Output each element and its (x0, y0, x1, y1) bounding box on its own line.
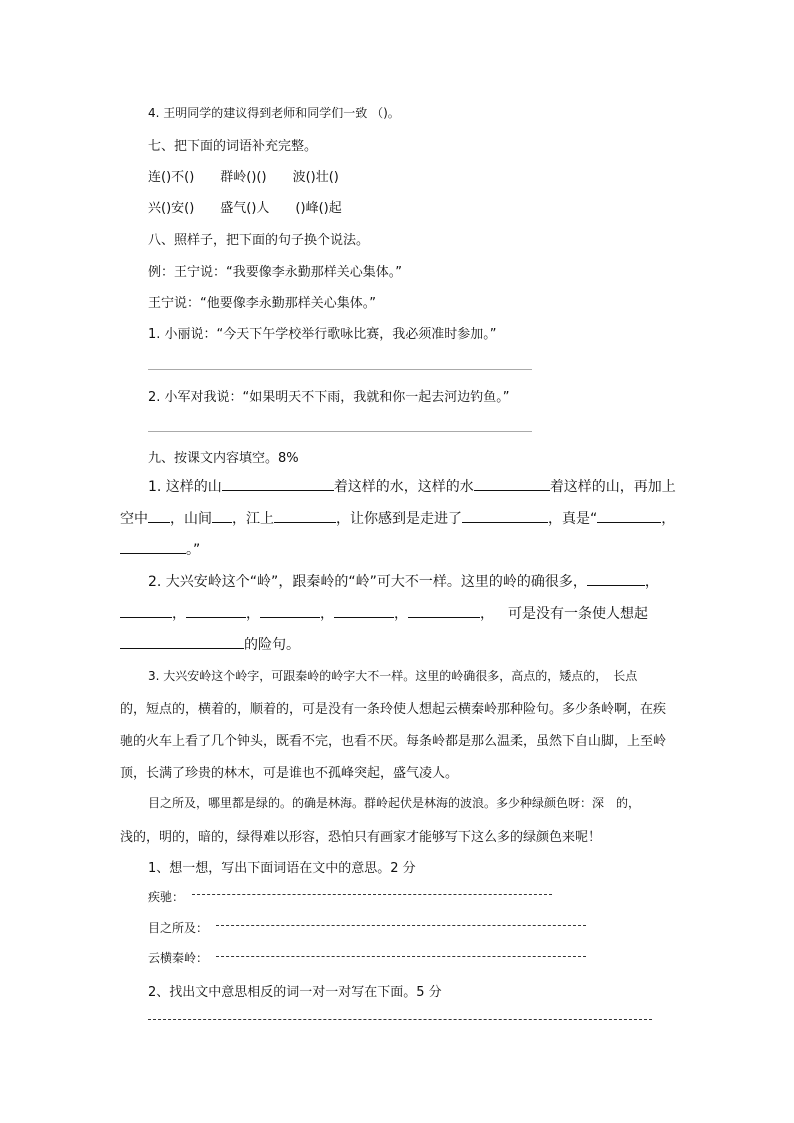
fill-blank[interactable] (334, 603, 394, 618)
section-9-title: 九、按课文内容填空。8% (148, 451, 299, 466)
word-1-answer-line[interactable] (192, 894, 552, 895)
passage-2-line-1: 目之所及，哪里都是绿的。的确是林海。群岭起伏是林海的波浪。多少种绿颜色呀：深 的， (148, 796, 641, 810)
comma: ， (644, 574, 659, 590)
section-8-item-1: 1. 小丽说：“今天下午学校举行歌咏比赛，我必须准时参加。” (148, 327, 497, 342)
fill-blank[interactable] (587, 571, 645, 586)
fill-2-line-2 (120, 603, 648, 623)
passage-line-2: 的，短点的，横着的，顺着的，可是没有一条玲使人想起云横秦岭那种险句。多少条岭啊，在疾 (120, 702, 667, 717)
fill-1-text-f: ，江上 (232, 511, 274, 527)
answer-line-1[interactable] (148, 369, 532, 370)
fill-blank[interactable] (462, 508, 548, 523)
fill-blank[interactable] (274, 508, 336, 523)
fill-1-text-g: ，让你感到是走进了 (336, 511, 462, 527)
section-8-example: 例：王宁说：“我要像李永勤那样关心集体。” (148, 265, 402, 280)
comma: ， (480, 606, 494, 622)
word-3-label: 云横秦岭： (148, 951, 209, 965)
passage-2-line-2: 浅的，明的，暗的，绿得难以形容，恐怕只有画家才能够写下这么多的绿颜色来呢！ (120, 830, 602, 845)
fill-blank[interactable] (260, 603, 320, 618)
fill-1-text-a: 1. 这样的山 (148, 479, 222, 495)
fill-1-text-c: 着这样的山，再加上 (549, 479, 676, 495)
section-7-row-1: 连()不() 群岭()() 波()壮() (148, 170, 339, 185)
fill-2-end: 的险句。 (244, 637, 300, 653)
question-4: 4. 王明同学的建议得到老师和同学们一致 （)。 (148, 106, 400, 120)
fill-1-line-1 (148, 476, 676, 496)
fill-blank[interactable] (408, 603, 480, 618)
comma: ， (394, 606, 408, 622)
word-3-answer-line[interactable] (216, 956, 586, 957)
fill-1-text-e: ，山间 (170, 511, 212, 527)
passage-line-1: 3. 大兴安岭这个岭字，可跟秦岭的岭字大不一样。这里的岭确很多，高点的，矮点的， 长点 (148, 669, 638, 683)
fill-blank[interactable] (120, 634, 244, 649)
comma: ， (320, 606, 334, 622)
word-2-label: 目之所及： (148, 921, 209, 935)
fill-2-line-3 (120, 634, 300, 654)
fill-blank[interactable] (474, 476, 550, 491)
fill-blank[interactable] (222, 476, 334, 491)
section-8-item-2: 2. 小军对我说：“如果明天不下雨，我就和你一起去河边钓鱼。” (148, 390, 510, 405)
word-1-label: 疾驰： (148, 890, 185, 904)
word-1-row (148, 888, 184, 905)
fill-1-line-3 (120, 539, 200, 559)
section-8-title: 八、照样子，把下面的句子换个说法。 (148, 233, 370, 248)
section-8-example-answer: 王宁说：“他要像李永勤那样关心集体。” (148, 296, 376, 311)
word-2-answer-line[interactable] (216, 925, 586, 926)
fill-blank[interactable] (597, 508, 661, 523)
section-7-title: 七、把下面的词语补充完整。 (148, 139, 318, 154)
fill-1-text-j: 。” (186, 542, 201, 558)
fill-1-line-2 (120, 508, 675, 528)
fill-2-line-1 (148, 571, 659, 591)
fill-1-text-i: ， (661, 511, 676, 527)
fill-2-tail: 可是没有一条使人想起 (508, 606, 648, 622)
fill-blank[interactable] (120, 603, 172, 618)
question-2-answer-line[interactable] (148, 1019, 652, 1020)
comma: ， (172, 606, 186, 622)
passage-line-3: 驰的火车上看了几个钟头，既看不完，也看不厌。每条岭都是那么温柔，虽然下自山脚，上至岭 (120, 734, 667, 749)
fill-blank[interactable] (186, 603, 246, 618)
fill-1-text-h: ，真是“ (548, 511, 598, 527)
section-7-row-2: 兴()安() 盛气()人 ()峰()起 (148, 201, 342, 216)
word-3-row (148, 949, 208, 966)
word-2-row (148, 919, 208, 936)
question-2-title: 2、找出文中意思相反的词一对一对写在下面。5 分 (148, 985, 442, 1000)
passage-line-4: 顶，长满了珍贵的林木，可是谁也不孤峰突起，盛气凌人。 (120, 766, 459, 781)
question-1-title: 1、想一想，写出下面词语在文中的意思。2 分 (148, 861, 416, 876)
fill-blank[interactable] (120, 539, 186, 554)
fill-1-text-b: 着这样的水，这样的水 (333, 479, 474, 495)
answer-line-2[interactable] (148, 431, 532, 432)
fill-blank[interactable] (148, 508, 170, 523)
comma: ， (246, 606, 260, 622)
fill-1-text-d: 空中 (120, 511, 148, 527)
fill-blank[interactable] (212, 508, 232, 523)
fill-2-text-a: 2. 大兴安岭这个“岭”，跟秦岭的“岭”可大不一样。这里的岭的确很多， (148, 574, 587, 590)
